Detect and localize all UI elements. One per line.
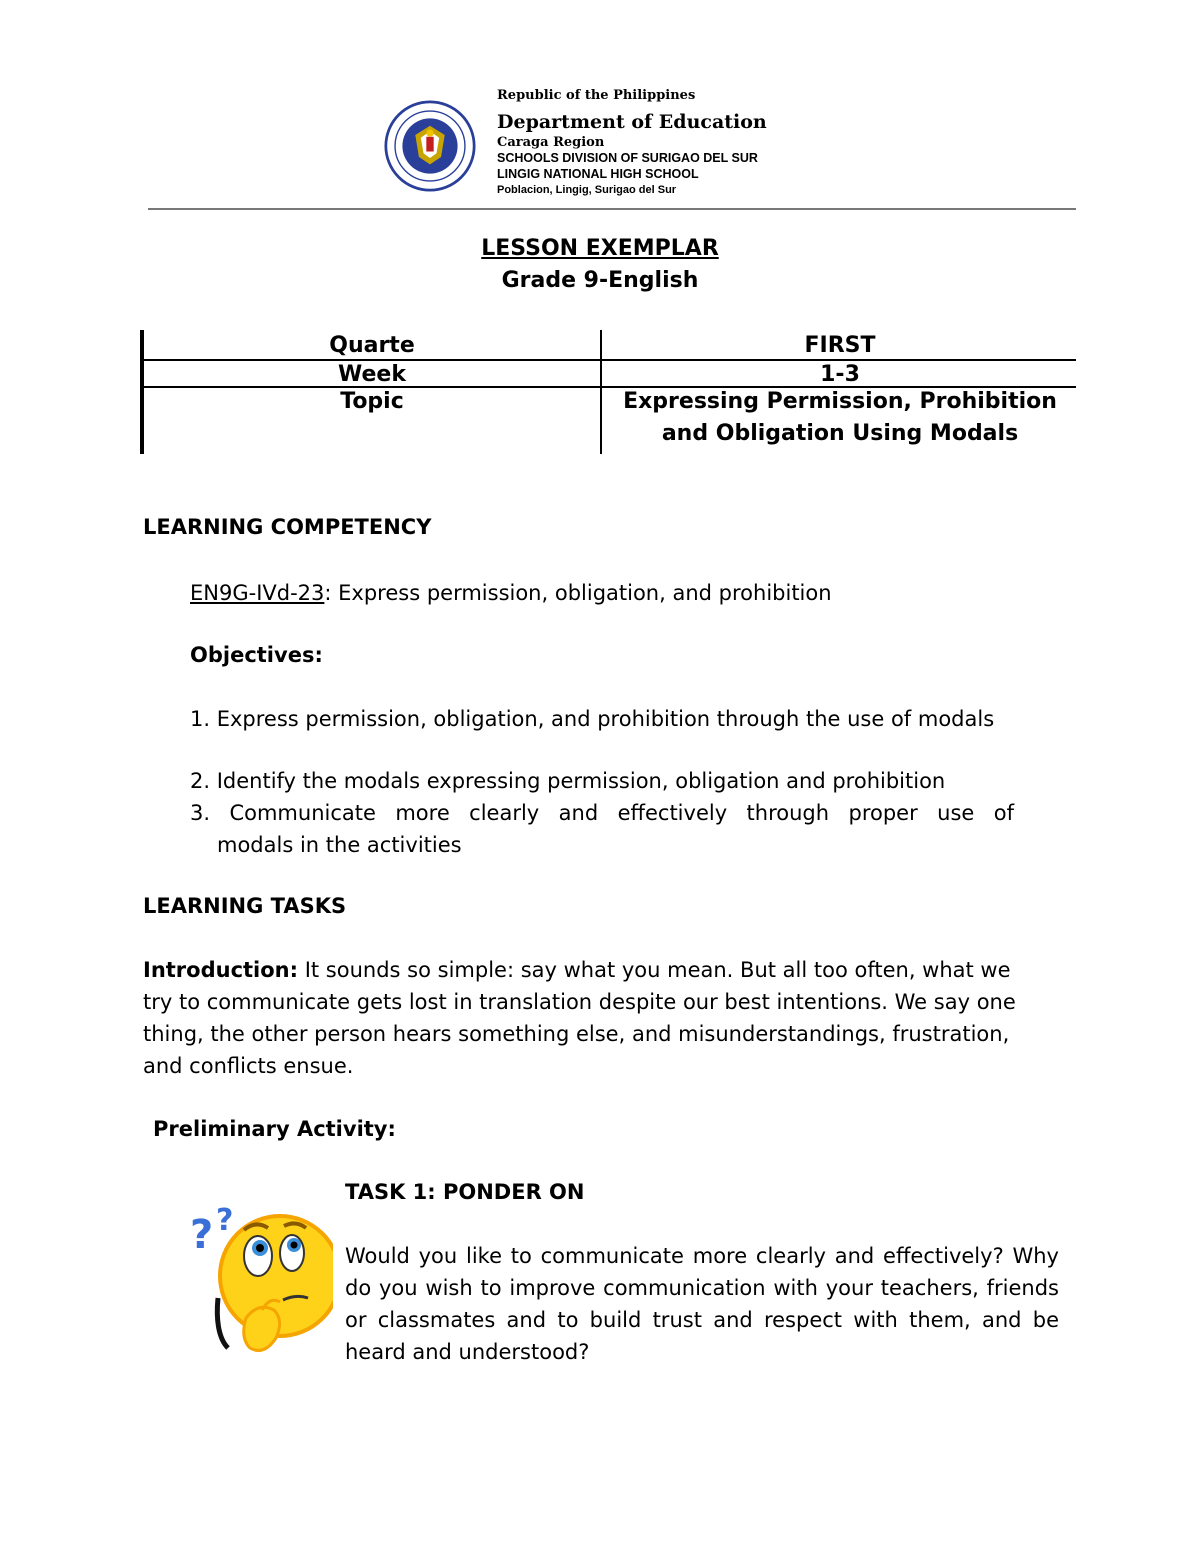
page-subtitle: Grade 9-English — [501, 268, 699, 293]
introduction-paragraph — [143, 954, 1023, 1082]
competency-text: : Express permission, obligation, and prohibition — [324, 581, 832, 605]
week-value: 1-3 — [820, 362, 860, 387]
week-label: Week — [338, 362, 406, 387]
objectives-heading: Objectives: — [190, 643, 323, 667]
introduction-text: It sounds so simple: say what you mean. But all too often, what we try to communicate gets lost in translation despite our best intentions. We say one thing, the other person hears something else, and misunderstandings, frustration, and conflicts ensue. — [143, 958, 1016, 1078]
topic-value-line2: and Obligation Using Modals — [661, 421, 1019, 446]
thinking-face-icon — [188, 1198, 333, 1363]
competency-code: EN9G-IVd-23 — [190, 581, 325, 605]
competency-statement — [190, 577, 832, 609]
quarter-value: FIRST — [804, 333, 876, 358]
region-text: Caraga Region — [497, 135, 605, 150]
header-divider — [148, 208, 1076, 210]
objective-3-continued: modals in the activities — [217, 833, 462, 857]
introduction-label: Introduction: — [143, 958, 299, 982]
objective-3: 3. Communicate more clearly and effectively through proper use of — [190, 801, 1014, 825]
page-title: LESSON EXEMPLAR — [481, 236, 719, 261]
republic-text: Republic of the Philippines — [497, 88, 696, 103]
competency-heading: LEARNING COMPETENCY — [143, 515, 432, 539]
deped-seal-icon — [384, 100, 476, 192]
svg-text:?: ? — [216, 1203, 234, 1238]
quarter-label: Quarte — [329, 333, 415, 358]
task1-text: Would you like to communicate more clearly and effectively? Why do you wish to improve communication with your teachers, friends or classmates and to build trust and respect with them, and be heard and understood? — [345, 1244, 1059, 1364]
topic-value-line1: Expressing Permission, Prohibition — [623, 389, 1057, 414]
topic-label: Topic — [340, 389, 404, 414]
preliminary-heading: Preliminary Activity: — [153, 1117, 396, 1141]
task1-heading: TASK 1: PONDER ON — [345, 1180, 585, 1204]
school-text: LINGIG NATIONAL HIGH SCHOOL — [497, 167, 699, 181]
address-text: Poblacion, Lingig, Surigao del Sur — [497, 184, 677, 196]
tasks-heading: LEARNING TASKS — [143, 894, 347, 918]
svg-text:?: ? — [190, 1212, 214, 1258]
objective-2: 2. Identify the modals expressing permission, obligation and prohibition — [190, 769, 946, 793]
objective-1: 1. Express permission, obligation, and prohibition through the use of modals — [190, 707, 995, 731]
department-text: Department of Education — [497, 111, 767, 133]
division-text: SCHOOLS DIVISION OF SURIGAO DEL SUR — [497, 151, 758, 165]
info-table — [140, 330, 1078, 454]
